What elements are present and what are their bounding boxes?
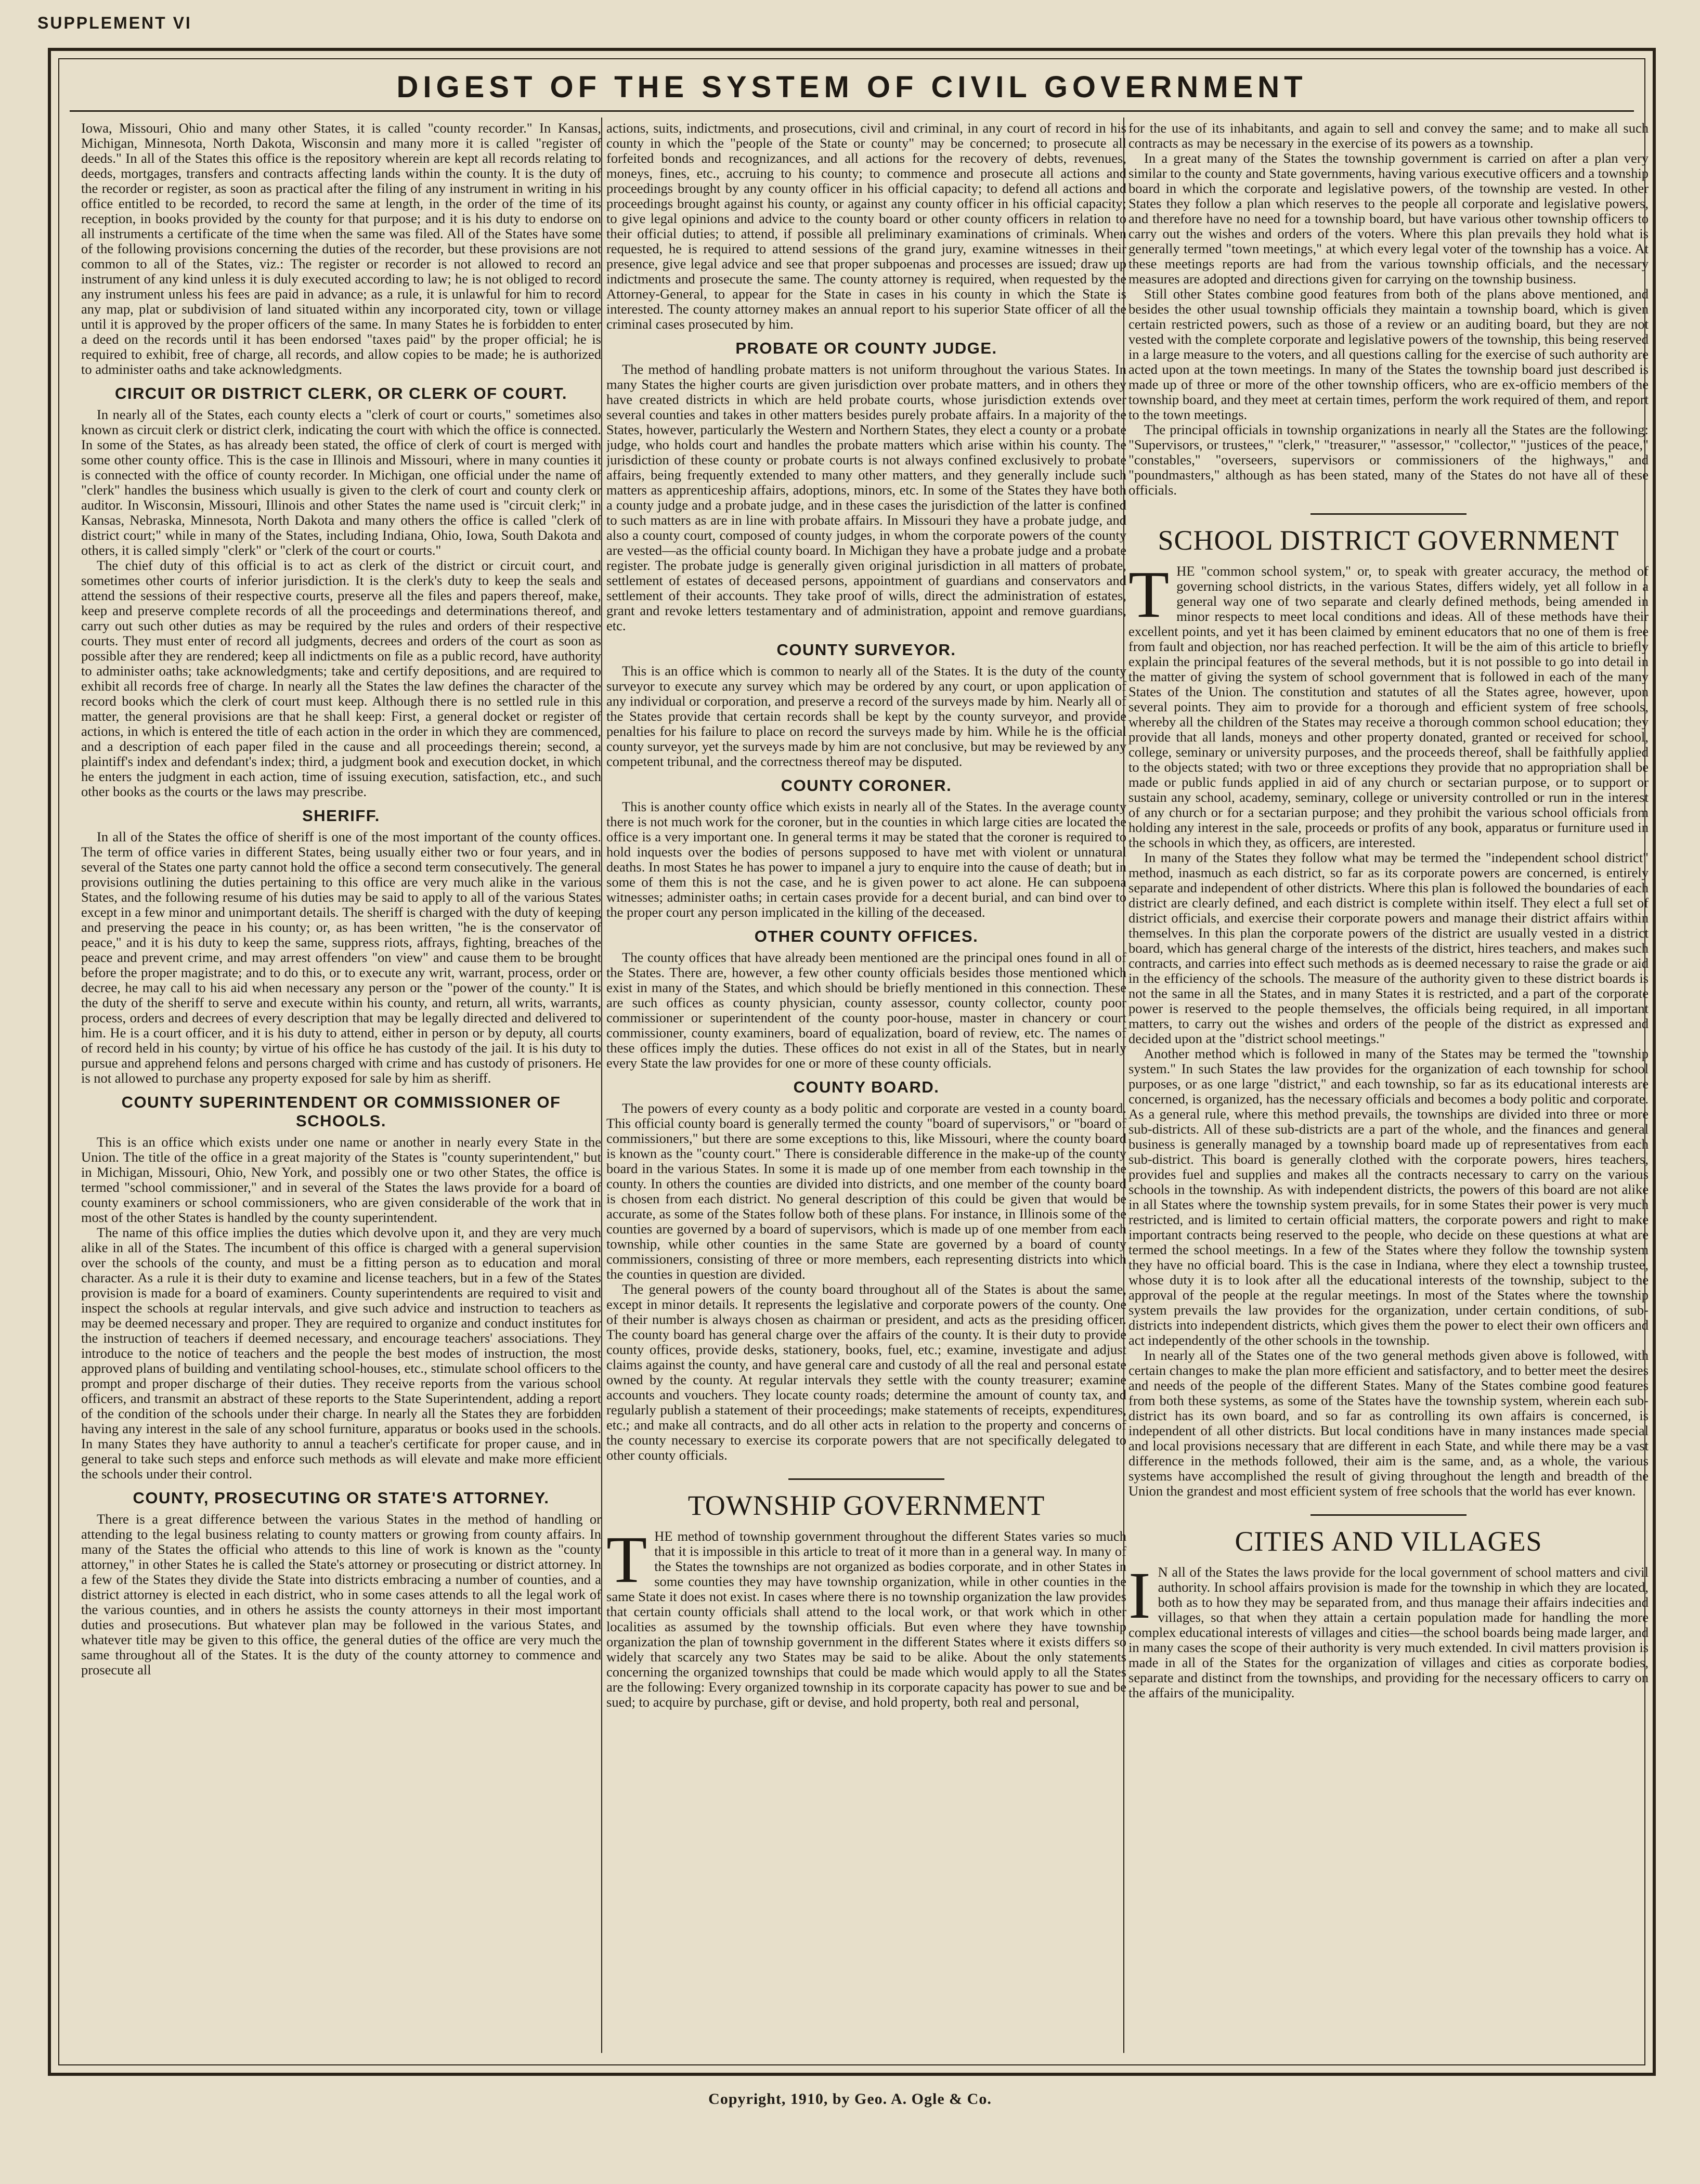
paragraph: Still other States combine good features from both of the plans above mentioned, and besides the other usual township officials they maintain a township board, which is given certain restricted powers, such as those of a review or an auditing board, but they are not vested with the complete corporate and legislative powers of the township, this being reserved in a large measure to the voters, and all questions calling for the exercise of such authority are acted upon at the town meetings. In many of the States the township board just described is made up of three or more of the other township officers, who are ex-officio members of the township board, and they meet at certain times, perform the work required of them, and report to the town meetings. — [1128, 286, 1649, 422]
paragraph: The method of handling probate matters is not uniform throughout the various States. In many States the higher courts are given jurisdiction over probate matters, and in others they have created districts in which are held probate courts, whose jurisdiction extends over several counties and takes in other matters besides purely probate affairs. In a majority of the States, however, particularly the Western and Northern States, they elect a county or a probate judge, who holds court and handles the probate matters which arise within his county. The jurisdiction of these county or probate courts is not always confined exclusively to probate affairs, being frequently extended to many other matters, and they generally include such matters as apprenticeship affairs, adoptions, minors, etc. In some of the States they have both a county judge and a probate judge, and in these cases the jurisdiction of the latter is confined to such matters as are in line with probate affairs. In Missouri they have a probate judge, and also a county court, composed of county judges, in whom the corporate powers of the county are vested—as the official county board. In Michigan they have a probate judge and a probate register. The probate judge is generally given original jurisdiction in all matters of probate, settlement of estates of deceased persons, appointment of guardians and conservators and settlement of their accounts. They take proof of wills, direct the administration of estates, grant and revoke letters testamentary and of administration, appoint and remove guardians, etc. — [606, 361, 1126, 633]
paragraph: The county offices that have already been mentioned are the principal ones found in all of the States. There are, however, a few other county officials besides those mentioned which exist in many of the States, and which should be briefly mentioned in this connection. These are such offices as county physician, county assessor, county collector, county poor commissioner or superintendent of the county poor-house, master in chancery or court commissioner, county examiners, board of equalization, board of review, etc. The names of these offices imply the duties. These offices do not exist in all of the States, but in nearly every State the law provides for one or more of these county officials. — [606, 950, 1126, 1071]
section-heading-large: SCHOOL DISTRICT GOVERNMENT — [1158, 525, 1619, 556]
column-2 — [606, 121, 1126, 2049]
paragraph: In a great many of the States the township government is carried on after a plan very similar to the county and State governments, having various executive officers and a township board in which the corporate and legislative powers, of the township are vested. In other States they follow a plan which reserves to the people all corporate and legislative powers, and therefore have no need for a township board, but have various other township officers to carry out the wishes and orders of the voters. Where this plan prevails they hold what is generally termed "town meetings," at which every legal voter of the township has a voice. At these meetings reports are had from the various township officials, and the necessary measures are adopted and directions given for carrying on the township business. — [1128, 150, 1649, 287]
paragraph-text: HE method of township government throughout the different States varies so much that it is impossible in this article to treat of it more than in a general way. In many of the States the townships are not organized as bodies corporate, and in other States in some counties they may have township organization, while in other counties in the same State it does not exist. In cases where there is no township organization the law provides that certain county officials shall attend to the local work, or that work which in other localities as assumed by the township officials. But even where they have township organization the plan of township government in the different States where it exists differs so widely that scarcely any two States may be said to be alike. About the only statements concerning the organized townships that could be made which would apply to all the States are the following: Every organized township in its corporate capacity has power to sue and be sued; to acquire by purchase, gift or devise, and hold property, both real and personal, — [606, 1528, 1126, 1710]
section-heading: COUNTY SUPERINTENDENT OR COMMISSIONER OF SCHOOLS. — [121, 1093, 561, 1130]
paragraph: Another method which is followed in many of the States may be termed the "township system." In such States the law provides for the organization of each township for school purposes, or as one large "district," and each township, so far as its educational interests are concerned, is organized, has the necessary officials and becomes a body politic and corporate. As a general rule, where this method prevails, the townships are divided into three or more sub-districts. All of these sub-districts are a part of the whole, and the finances and general business is generally managed by a township board made up of representatives from each sub-district. This board is generally clothed with the corporate powers, hires teachers, provides fuel and supplies and makes all the contracts necessary to carry on the various schools in the township. As with independent districts, the powers of this board are not alike in all States where the township system prevails, for in some States their power is very much restricted, and is limited to certain official matters, the corporate powers and right to make important contracts being reserved to the people, who decide on these questions at what are termed the school meetings. In a few of the States where they follow the township system they have no official board. This is the case in Indiana, where they elect a township trustee, whose duty it is to look after all the educational interests of the township, subject to the approval of the people at the regular meetings. In most of the States where the township system prevails the law provides for the organization, under certain conditions, of sub-districts into independent districts, which gives them the power to elect their own officers and act independently of the other schools in the township. — [1128, 1046, 1649, 1348]
paragraph: This is an office which is common to nearly all of the States. It is the duty of the county surveyor to execute any survey which may be ordered by any court, or upon application of any individual or corporation, and preserve a record of the surveys made by him. Nearly all of the States provide that certain records shall be kept by the county surveyor, and provide penalties for his failure to place on record the surveys made by him. While he is the official county surveyor, yet the surveys made by him are not conclusive, but may be reviewed by any competent tribunal, and the correctness thereof may be disputed. — [606, 663, 1126, 769]
masthead-title: DIGEST OF THE SYSTEM OF CIVIL GOVERNMENT — [396, 70, 1307, 104]
paragraph-text: HE "common school system," or, to speak with greater accuracy, the method of governing school districts, in the various States, differs widely, yet all follow in a general way one of two separate and clearly defined methods, being amended in minor respects to meet local conditions and ideas. All of these methods have their excellent points, and yet it has been claimed by eminent educators that no one of them is free from fault and objection, nor has reached perfection. It will be the aim of this article to briefly explain the principal features of the several methods, but it is not possible to go into detail in the matter of giving the system of school government that is followed in each of the many States of the Union. The constitution and statutes of all the States agree, however, upon several points. They aim to provide for a thorough and efficient system of free schools, whereby all the children of the States may receive a thorough common school education; they provide that all lands, moneys and other property donated, granted or received for school, college, seminary or university purposes, and the proceeds thereof, shall be faithfully applied to the objects stated; with two or three exceptions they provide that no appropriation shall be made or public funds applied in aid of any church or sectarian purpose, or to support or sustain any school, academy, seminary, college or university controlled or run in the interest of any church or for a sectarian purpose; and they prohibit the various school officials from holding any interest in the sale, proceeds or profits of any book, apparatus or furniture used in the schools in which they, as officers, are interested. — [1128, 563, 1649, 850]
section-heading: COUNTY BOARD. — [793, 1078, 940, 1096]
paragraph — [1128, 1558, 1649, 1700]
page-frame — [48, 48, 1656, 2076]
section-rule — [1310, 1514, 1467, 1516]
paragraph: The general powers of the county board throughout all of the States is about the same, except in minor details. It represents the legislative and corporate powers of the county. One of their number is always chosen as chairman or president, and acts as the presiding officer. The county board has general charge over the affairs of the county. It is their duty to provide county offices, provide desks, stationery, books, fuel, etc.; examine, investigate and adjust claims against the county, and have general care and custody of all the real and personal estate owned by the county. At regular intervals they settle with the county treasurer; examine accounts and vouchers. They locate county roads; determine the amount of county tax, and regularly publish a statement of their proceedings; make statements of receipts, expenditures, etc.; and make all contracts, and do all other acts in relation to the property and concerns of the county necessary to exercise its corporate powers that are not specifically delegated to other county officials. — [606, 1281, 1126, 1463]
masthead-rule — [70, 110, 1634, 112]
paragraph — [606, 1523, 1126, 1710]
section-rule — [1310, 513, 1467, 515]
drop-cap: T — [1128, 557, 1170, 631]
column-3 — [1128, 121, 1649, 2049]
copyright-footer: Copyright, 1910, by Geo. A. Ogle & Co. — [708, 2090, 992, 2108]
paragraph: The name of this office implies the duties which devolve upon it, and they are very much alike in all of the States. The incumbent of this office is charged with a general supervision over the schools of the county, and must be a fitting person as to education and moral character. As a rule it is their duty to examine and license teachers, but in a few of the States provision is made for a board of examiners. County superintendents are required to visit and inspect the schools at regular intervals, and give such advice and instruction to teachers as may be deemed necessary and proper. They are required to organize and conduct institutes for the instruction of teachers if deemed necessary, and encourage teachers' associations. They introduce to the notice of teachers and the people the best modes of instruction, the most approved plans of building and ventilating school-houses, etc., stimulate school officers to the prompt and proper discharge of their duties. They receive reports from the various school officers, and transmit an abstract of these reports to the State Superintendent, adding a report of the condition of the schools under their charge. In nearly all the States they are forbidden having any interest in the sale of any school furniture, apparatus or books used in the schools. In many States they have authority to annul a teacher's certificate for proper cause, and in general to take such steps and enforce such methods as will elevate and make more efficient the schools under their control. — [81, 1225, 601, 1481]
section-heading: CIRCUIT OR DISTRICT CLERK, OR CLERK OF COURT. — [114, 384, 568, 402]
inner-frame — [58, 58, 1649, 2065]
section-heading: OTHER COUNTY OFFICES. — [754, 927, 979, 945]
paragraph: The chief duty of this official is to act as clerk of the district or circuit court, and sometimes other courts of inferior jurisdiction. It is the clerk's duty to keep the seals and attend the sessions of their respective courts, preserve all the files and papers thereof, make, keep and preserve complete records of all the proceedings and determinations thereof, and carry out such other duties as may be required by the rules and orders of their respective courts. They must enter of record all judgments, decrees and orders of the court as soon as possible after they are rendered; keep all indictments on file as a public record, have authority to administer oaths; take acknowledgments; take and certify depositions, and are required to exhibit all records free of charge. In nearly all the States the law defines the character of the record books which the clerk of court must keep. Although there is no settled rule in this matter, the general provisions are that he shall keep: First, a general docket or register of actions, in which is entered the title of each action in the order in which they are commenced, and a description of each paper filed in the cause and all proceedings therein; second, a plaintiff's index and defendant's index; third, a judgment book and execution docket, in which he enters the judgment in each action, time of issuing execution, satisfaction, etc., and such other books as the courts or the laws may prescribe. — [81, 557, 601, 799]
drop-cap: T — [606, 1523, 647, 1596]
paragraph: actions, suits, indictments, and prosecutions, civil and criminal, in any court of record in his county in which the "people of the State or county" may be concerned; to prosecute all forfeited bonds and recognizances, and all actions for the recovery of debts, revenues, moneys, fines, etc., accruing to his county; to commence and prosecute all actions and proceedings brought by any county officer in his official capacity; to defend all actions and proceedings brought against his county, or against any county officer in his official capacity; to give legal opinions and advice to the county board or other county officers in relation to their official duties; to attend, if possible all preliminary examinations of criminals. When requested, he is required to attend sessions of the grand jury, examine witnesses in their presence, give legal advice and see that proper subpoenas and processes are issued; draw up indictments and prosecute the same. The county attorney is required, when requested by the Attorney-General, to appear for the State in cases in his county in which the State is interested. The county attorney makes an annual report to his superior State officer of all the criminal cases prosecuted by him. — [606, 121, 1126, 332]
section-heading: PROBATE OR COUNTY JUDGE. — [735, 339, 997, 357]
paragraph: for the use of its inhabitants, and again to sell and convey the same; and to make all such contracts as may be necessary in the exercise of its powers as a township. — [1128, 121, 1649, 151]
paragraph: In many of the States they follow what may be termed the "independent school district" method, inasmuch as each district, so far as its corporate powers are concerned, is entirely separate and independent of other districts. Where this plan is followed the boundaries of each district are clearly defined, and each district is complete within itself. They elect a full set of district officials, and exercise their corporate powers and manage their district affairs within themselves. In this plan the corporate powers of the district are usually vested in a district board, which has general charge of the interests of the district, hires teachers, and makes such contracts, and carries into effect such methods as is deemed necessary to raise the grade or aid in the efficiency of the schools. The measure of the authority given to these district boards is not the same in all the States, and in many States it is restricted, and a part of the corporate power is reserved to the people themselves, the officials being required, in all important matters, to carry out the wishes and orders of the people of the district as expressed and decided upon at the "district school meetings." — [1128, 850, 1649, 1046]
section-heading: COUNTY SURVEYOR. — [776, 641, 956, 659]
section-heading: COUNTY, PROSECUTING OR STATE'S ATTORNEY. — [133, 1489, 550, 1507]
paragraph — [1128, 557, 1649, 850]
supplement-label: SUPPLEMENT VI — [37, 14, 192, 32]
section-heading-large: CITIES AND VILLAGES — [1235, 1526, 1542, 1557]
section-heading-large: TOWNSHIP GOVERNMENT — [687, 1490, 1045, 1521]
paragraph-text: N all of the States the laws provide for the local government of school matters and civil authority. In school affairs provision is made for the township in which they are located, both as to how they may be separated from, and thus manage their affairs indecities and villages, so that when they attain a certain population made for handling the more complex educational interests of villages and cities—the school boards being made larger, and in many cases the scope of their authority is very much extended. In civil matters provision is made in all of the States for the organization of villages and cities as corporate bodies, separate and distinct from the townships, and providing for the necessary officers to carry on the affairs of the municipality. — [1128, 1564, 1649, 1700]
paragraph: In nearly all of the States, each county elects a "clerk of court or courts," sometimes also known as circuit clerk or district clerk, indicating the court with which the office is connected. In some of the States, as has already been stated, the office of clerk of court is merged with some other county office. This is the case in Illinois and Missouri, where in many counties it is connected with the office of county recorder. In Michigan, one official under the name of "clerk" handles the business which usually is given to the clerk of court and county clerk or auditor. In Wisconsin, Missouri, Illinois and other States the name used is "circuit clerk;" in Kansas, Nebraska, Minnesota, North Dakota and many others the office is called "clerk of district court;" while in many of the States, including Indiana, Ohio, Iowa, South Dakota and others, it is called simply "clerk" or "clerk of the court or courts." — [81, 407, 601, 558]
section-rule — [788, 1478, 944, 1480]
paragraph: There is a great difference between the various States in the method of handling or attending to the legal business relating to county matters or growing from county affairs. In many of the States the official who attends to this line of work is known as the "county attorney," in other States he is called the State's attorney or prosecuting or district attorney. In a few of the States they divide the State into districts embracing a number of counties, and a district attorney is elected in each district, who in some cases attends to all the legal work of the various counties, and in others he assists the county attorneys in their most important duties and prosecutions. But whatever plan may be followed in the various States, and whatever title may be given to this office, the general duties of the office are very much the same throughout all of the States. It is the duty of the county attorney to commence and prosecute all — [81, 1511, 601, 1678]
paragraph: In nearly all of the States one of the two general methods given above is followed, with certain changes to make the plan more efficient and satisfactory, and to better meet the desires and needs of the people of the different States. Many of the States combine good features from both these systems, as some of the States have the township system, wherein each sub-district has its own board, and so far as controlling its own affairs is concerned, is independent of all other districts. But local conditions have in many instances made special and local provisions necessary that are different in each State, and while there may be a vast difference in the methods followed, their aim is the same, and, as a whole, the various systems have accomplished the result of giving throughout the length and breadth of the Union the grandest and most efficient system of free schools that the world has ever known. — [1128, 1347, 1649, 1499]
paragraph: Iowa, Missouri, Ohio and many other States, it is called "county recorder." In Kansas, Michigan, Minnesota, North Dakota, Wisconsin and many more it is called "register of deeds." In all of the States this office is the repository wherein are kept all records relating to deeds, mortgages, transfers and contracts affecting lands within the county. It is the duty of the recorder or register, as soon as practical after the filing of any instrument in writing in his office entitled to be recorded, to record the same at length, in the order of the time of its reception, in books provided by the county for that purpose; and it is his duty to endorse on all instruments a certificate of the time when the same was filed. All of the States have some of the following provisions concerning the duties of the recorder, but these provisions are not common to all of the States, viz.: The register or recorder is not allowed to record an instrument of any kind unless it is duly executed according to law; he is not obliged to record any instrument unless his fees are paid in advance; as a rule, it is unlawful for him to record any map, plat or subdivision of land situated within any incorporated city, town or village until it is approved by the proper officers of the same. In many States he is forbidden to enter a deed on the records until it has been endorsed "taxes paid" by the proper official; he is required to exhibit, free of charge, all records, and allow copies to be made; he is authorized to administer oaths and take acknowledgments. — [81, 121, 601, 377]
paragraph: In all of the States the office of sheriff is one of the most important of the county offices. The term of office varies in different States, being usually either two or four years, and in several of the States one party cannot hold the office a second term consecutively. The general provisions outlining the duties pertaining to this office are very much alike in the various States, and the following resume of his duties may be said to apply to all of the various States except in a few minor and unimportant details. The sheriff is charged with the duty of keeping and preserving the peace in his county; or, as has been written, "he is the conservator of peace," and it is his duty to keep the same, suppress riots, affrays, fighting, breaches of the peace and prevent crime, and may arrest offenders "on view" and cause them to be brought before the proper magistrate; and to do this, or to execute any writ, warrant, process, order or decree, he may call to his aid when necessary any person or the "power of the county." It is the duty of the sheriff to serve and execute within his county, and return, all writs, warrants, process, orders and decrees of every description that may be legally directed and delivered to him. He is a court officer, and it is his duty to attend, either in person or by deputy, all courts of record held in his county; by virtue of his office he has custody of the jail. It is his duty to pursue and apprehend felons and persons charged with crime and has custody of prisoners. He is not allowed to purchase any property exposed for sale by him as sheriff. — [81, 829, 601, 1086]
column-divider — [601, 118, 602, 2053]
paragraph: This is another county office which exists in nearly all of the States. In the average county there is not much work for the coroner, but in the counties in which large cities are located the office is a very important one. In general terms it may be stated that the coroner is required to hold inquests over the bodies of persons supposed to have met with violent or unnatural deaths. In most States he has power to impanel a jury to enquire into the cause of death; but in some of them this is not the case, and he is given power to act alone. He can subpoena witnesses; administer oaths; in certain cases provide for a decent burial, and can bind over to the proper court any person implicated in the killing of the deceased. — [606, 799, 1126, 920]
paragraph: The powers of every county as a body politic and corporate are vested in a county board. This official county board is generally termed the county "board of supervisors," or "board of commissioners," but there are some exceptions to this, like Missouri, where the county board is known as the "county court." There is considerable difference in the make-up of the county board in the various States. In some it is made up of one member from each township in the county. In others the counties are divided into districts, and one member of the county board is chosen from each district. No general description of this could be given that would be accurate, as some of the States follow both of these plans. For instance, in Illinois some of the counties are governed by a board of supervisors, which is made up of one member from each township, while other counties in the same State are governed by a board of county commissioners, consisting of three or more members, each representing districts into which the counties in question are divided. — [606, 1100, 1126, 1282]
drop-cap: I — [1128, 1558, 1151, 1632]
section-heading: COUNTY CORONER. — [781, 776, 952, 795]
paragraph: This is an office which exists under one name or another in nearly every State in the Union. The title of the office in a great majority of the States is "county superintendent," but in Michigan, Missouri, Ohio, New York, and possibly one or two other States, the office is termed "school commissioner," and in several of the States the laws provide for a board of county examiners or school commissioners, who are given considerable of the work that in most of the other States is handled by the county superintendent. — [81, 1134, 601, 1225]
section-heading: SHERIFF. — [302, 807, 380, 825]
column-1 — [81, 121, 601, 2049]
paragraph: The principal officials in township organizations in nearly all the States are the following: "Supervisors, or trustees," "clerk," "treasurer," "assessor," "collector," "justices of the peace," "constables," "overseers, supervisors or commissioners of the highways," and "poundmasters," although as has been stated, many of the States do not have all of these officials. — [1128, 422, 1649, 498]
